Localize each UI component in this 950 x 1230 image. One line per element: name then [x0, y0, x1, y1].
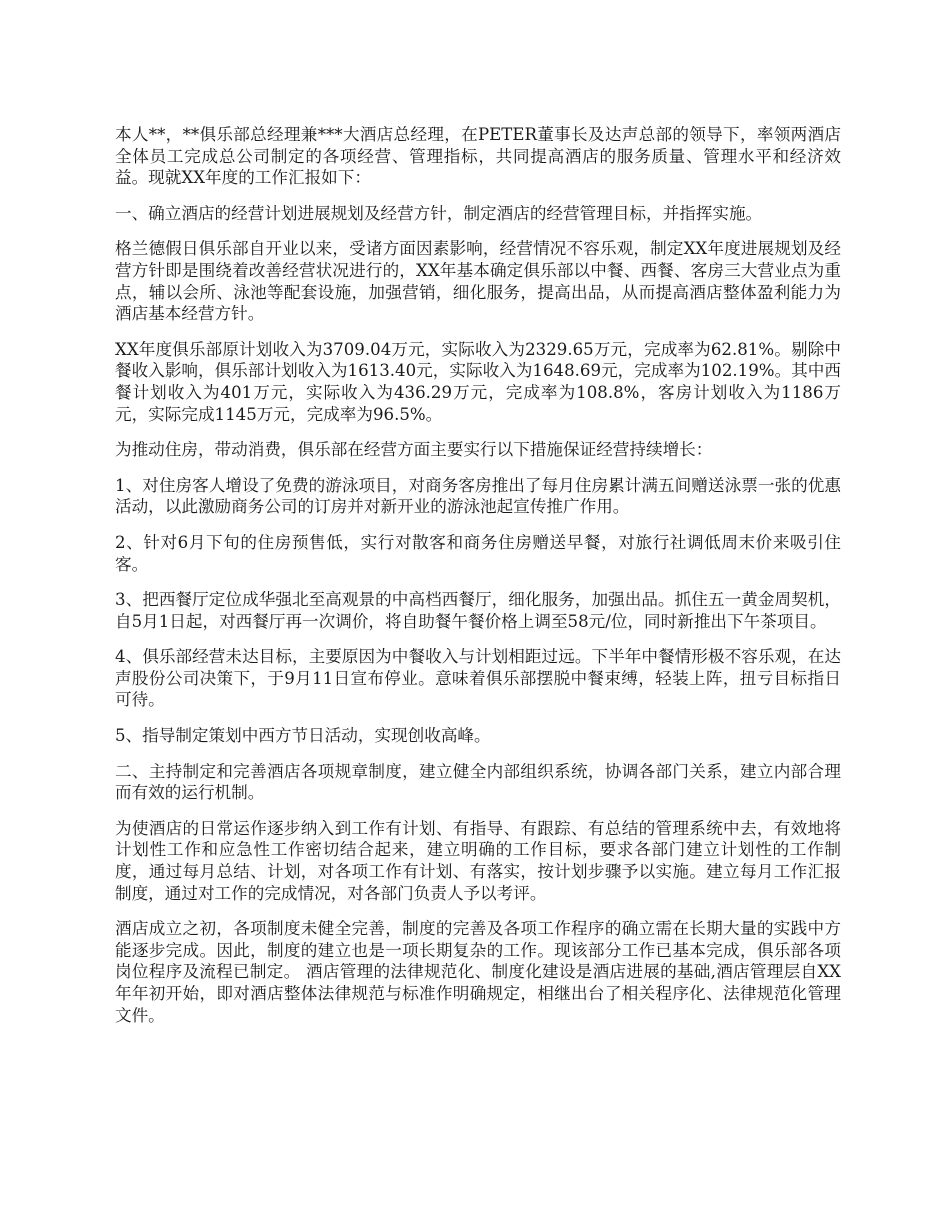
- section-heading-1: 一、确立酒店的经营计划进展规划及经营方针，制定酒店的经营管理目标，并指挥实施。: [115, 203, 763, 223]
- measure-item-5: 5、指导制定策划中西方节日活动，实现创收高峰。: [115, 726, 491, 746]
- measure-item-3: 3、把西餐厅定位成华强北至高观景的中高档西餐厅，细化服务，加强出品。抓住五一黄金周契机，自5月1日起，对西餐厅再一次调价，将自助餐午餐价格上调至58元/位，同时新推出下午茶项目。: [115, 590, 841, 631]
- intro-paragraph: 本人**，**俱乐部总经理兼***大酒店总经理，在PETER董事长及达声总部的领导下，率领两酒店全体员工完成总公司制定的各项经营、管理指标，共同提高酒店的服务质量、管理水平和经济效益。现就XX年度的工作汇报如下：: [115, 125, 841, 188]
- regulations-paragraph: 酒店成立之初，各项制度未健全完善，制度的完善及各项工作程序的确立需在长期大量的实践中方能逐步完成。因此，制度的建立也是一项长期复杂的工作。现该部分工作已基本完成，俱乐部各项岗位程序及流程已制定。 酒店管理的法律规范化、制度化建设是酒店进展的基础,酒店管理层自XX年年初开始，即对酒店整体法律规范与标准作明确规定，相继出台了相关程序化、法律规范化管理文件。: [115, 919, 841, 1025]
- measure-item-1: 1、对住房客人增设了免费的游泳项目，对商务客房推出了每月住房累计满五间赠送泳票一张的优惠活动，以此激励商务公司的订房并对新开业的游泳池起宣传推广作用。: [115, 475, 841, 517]
- measures-intro-paragraph: 为推动住房，带动消费，俱乐部在经营方面主要实行以下措施保证经营持续增长：: [115, 440, 713, 460]
- measure-item-2: 2、针对6月下旬的住房预售低，实行对散客和商务住房赠送早餐，对旅行社调低周末价来吸引住客。: [115, 532, 841, 574]
- revenue-paragraph: XX年度俱乐部原计划收入为3709.04万元，实际收入为2329.65万元，完成率为62.81%。剔除中餐收入影响，俱乐部计划收入为1613.40元，实际收入为1648.69元，完成率为102.19%。其中西餐计划收入为401万元，实际收入为436.29万元，完成率为108.8%，客房计划收入为1186万元，实际完成1145万元，完成率为96.5%。: [115, 339, 841, 424]
- section-heading-2: 二、主持制定和完善酒店各项规章制度，建立健全内部组织系统，协调各部门关系，建立内部合理而有效的运行机制。: [115, 761, 841, 803]
- management-system-paragraph: 为使酒店的日常运作逐步纳入到工作有计划、有指导、有跟踪、有总结的管理系统中去，有效地将计划性工作和应急性工作密切结合起来，建立明确的工作目标，要求各部门建立计划性的工作制度，通过每月总结、计划，对各项工作有计划、有落实，按计划步骤予以实施。建立每月工作汇报制度，通过对工作的完成情况，对各部门负责人予以考评。: [115, 818, 841, 903]
- document-body: [115, 124, 841, 1040]
- business-plan-paragraph: 格兰德假日俱乐部自开业以来，受诸方面因素影响，经营情况不容乐观，制定XX年度进展规划及经营方针即是围绕着改善经营状况进行的，XX年基本确定俱乐部以中餐、西餐、客房三大营业点为重点，辅以会所、泳池等配套设施，加强营销，细化服务，提高出品，从而提高酒店整体盈利能力为酒店基本经营方针。: [115, 239, 841, 324]
- measure-item-4: 4、俱乐部经营未达目标，主要原因为中餐收入与计划相距过远。下半年中餐情形极不容乐观，在达声股份公司决策下，于9月11日宣布停业。意味着俱乐部摆脱中餐束缚，轻装上阵，扭亏目标指日可待。: [115, 647, 841, 710]
